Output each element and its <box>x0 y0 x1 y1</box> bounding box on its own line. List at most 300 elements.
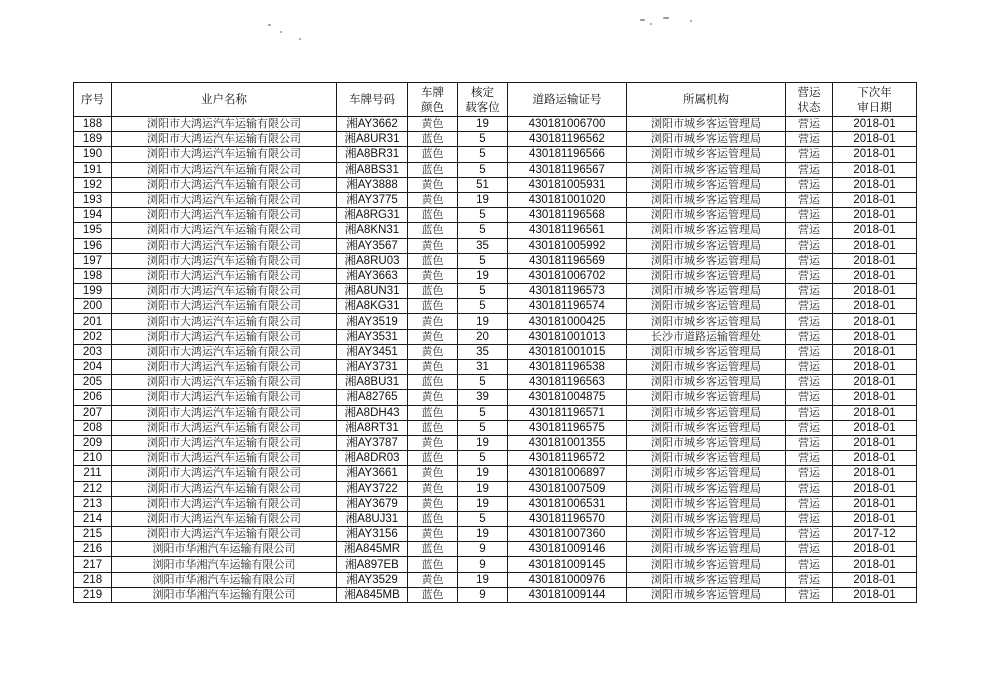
cell-permit: 430181006897 <box>508 466 627 481</box>
cell-authority: 浏阳市城乡客运管理局 <box>627 542 786 557</box>
cell-seq: 202 <box>74 329 112 344</box>
cell-status: 营运 <box>786 496 833 511</box>
table-row <box>74 542 917 557</box>
cell-seats: 19 <box>458 527 508 542</box>
cell-permit: 430181000976 <box>508 572 627 587</box>
table-row <box>74 360 917 375</box>
cell-owner: 浏阳市大鸿运汽车运输有限公司 <box>112 344 337 359</box>
cell-next-review: 2018-01 <box>833 405 917 420</box>
cell-plate-color: 蓝色 <box>408 511 458 526</box>
cell-seats: 5 <box>458 162 508 177</box>
cell-status: 营运 <box>786 435 833 450</box>
table-header <box>74 83 917 117</box>
cell-seq: 189 <box>74 132 112 147</box>
cell-seats: 5 <box>458 208 508 223</box>
cell-plate: 湘AY3531 <box>337 329 408 344</box>
cell-authority: 浏阳市城乡客运管理局 <box>627 177 786 192</box>
cell-status: 营运 <box>786 527 833 542</box>
cell-seats: 19 <box>458 496 508 511</box>
cell-plate-color: 蓝色 <box>408 420 458 435</box>
cell-seq: 193 <box>74 192 112 207</box>
cell-authority: 浏阳市城乡客运管理局 <box>627 451 786 466</box>
cell-seq: 211 <box>74 466 112 481</box>
cell-plate: 湘AY3662 <box>337 117 408 132</box>
cell-plate: 湘A897EB <box>337 557 408 572</box>
cell-owner: 浏阳市大鸿运汽车运输有限公司 <box>112 268 337 283</box>
cell-permit: 430181196538 <box>508 360 627 375</box>
table-row <box>74 390 917 405</box>
header-seats <box>458 83 508 117</box>
cell-permit: 430181000425 <box>508 314 627 329</box>
cell-authority: 浏阳市城乡客运管理局 <box>627 117 786 132</box>
header-plate-label: 车牌号码 <box>349 92 395 106</box>
cell-plate: 湘AY3567 <box>337 238 408 253</box>
cell-status: 营运 <box>786 557 833 572</box>
table-row <box>74 496 917 511</box>
header-owner <box>112 83 337 117</box>
table-row <box>74 527 917 542</box>
cell-plate: 湘A8RU03 <box>337 253 408 268</box>
cell-authority: 浏阳市城乡客运管理局 <box>627 481 786 496</box>
cell-seq: 204 <box>74 360 112 375</box>
cell-status: 营运 <box>786 299 833 314</box>
cell-permit: 430181196563 <box>508 375 627 390</box>
table-row <box>74 435 917 450</box>
cell-plate: 湘AY3722 <box>337 481 408 496</box>
cell-seats: 19 <box>458 192 508 207</box>
cell-owner: 浏阳市大鸿运汽车运输有限公司 <box>112 208 337 223</box>
cell-seats: 39 <box>458 390 508 405</box>
cell-authority: 浏阳市城乡客运管理局 <box>627 527 786 542</box>
cell-plate-color: 黄色 <box>408 435 458 450</box>
cell-plate: 湘A8KG31 <box>337 299 408 314</box>
cell-plate-color: 蓝色 <box>408 405 458 420</box>
cell-next-review: 2018-01 <box>833 314 917 329</box>
cell-authority: 浏阳市城乡客运管理局 <box>627 587 786 602</box>
cell-permit: 430181196567 <box>508 162 627 177</box>
cell-owner: 浏阳市大鸿运汽车运输有限公司 <box>112 299 337 314</box>
cell-owner: 浏阳市大鸿运汽车运输有限公司 <box>112 390 337 405</box>
cell-plate: 湘A845MB <box>337 587 408 602</box>
table-row <box>74 284 917 299</box>
cell-seq: 194 <box>74 208 112 223</box>
cell-plate: 湘AY3156 <box>337 527 408 542</box>
table-row <box>74 162 917 177</box>
cell-permit: 430181001355 <box>508 435 627 450</box>
cell-seq: 199 <box>74 284 112 299</box>
cell-seq: 188 <box>74 117 112 132</box>
cell-next-review: 2018-01 <box>833 177 917 192</box>
cell-plate: 湘A8DR03 <box>337 451 408 466</box>
cell-owner: 浏阳市大鸿运汽车运输有限公司 <box>112 375 337 390</box>
header-seq <box>74 83 112 117</box>
cell-owner: 浏阳市大鸿运汽车运输有限公司 <box>112 238 337 253</box>
cell-permit: 430181005931 <box>508 177 627 192</box>
cell-next-review: 2018-01 <box>833 466 917 481</box>
cell-status: 营运 <box>786 223 833 238</box>
cell-seats: 5 <box>458 132 508 147</box>
scan-speck <box>268 24 271 26</box>
cell-status: 营运 <box>786 587 833 602</box>
cell-seq: 195 <box>74 223 112 238</box>
cell-plate-color: 黄色 <box>408 344 458 359</box>
cell-next-review: 2018-01 <box>833 284 917 299</box>
cell-seats: 19 <box>458 268 508 283</box>
cell-permit: 430181196572 <box>508 451 627 466</box>
cell-permit: 430181196575 <box>508 420 627 435</box>
table-row <box>74 238 917 253</box>
cell-permit: 430181196569 <box>508 253 627 268</box>
cell-plate-color: 蓝色 <box>408 253 458 268</box>
cell-seq: 210 <box>74 451 112 466</box>
cell-plate: 湘AY3775 <box>337 192 408 207</box>
cell-next-review: 2018-01 <box>833 390 917 405</box>
cell-seats: 5 <box>458 405 508 420</box>
cell-plate-color: 蓝色 <box>408 208 458 223</box>
cell-permit: 430181196568 <box>508 208 627 223</box>
cell-authority: 浏阳市城乡客运管理局 <box>627 511 786 526</box>
cell-plate-color: 黄色 <box>408 527 458 542</box>
cell-status: 营运 <box>786 117 833 132</box>
cell-plate: 湘A8UR31 <box>337 132 408 147</box>
cell-plate-color: 黄色 <box>408 177 458 192</box>
cell-permit: 430181196562 <box>508 132 627 147</box>
cell-plate-color: 蓝色 <box>408 587 458 602</box>
cell-status: 营运 <box>786 147 833 162</box>
cell-plate-color: 蓝色 <box>408 542 458 557</box>
cell-owner: 浏阳市大鸿运汽车运输有限公司 <box>112 466 337 481</box>
header-next-review <box>833 83 917 117</box>
cell-status: 营运 <box>786 420 833 435</box>
table-row <box>74 481 917 496</box>
cell-permit: 430181196573 <box>508 284 627 299</box>
cell-owner: 浏阳市华湘汽车运输有限公司 <box>112 557 337 572</box>
table-row <box>74 223 917 238</box>
cell-plate: 湘AY3661 <box>337 466 408 481</box>
header-authority <box>627 83 786 117</box>
cell-seq: 207 <box>74 405 112 420</box>
cell-next-review: 2018-01 <box>833 481 917 496</box>
header-seats-line2: 载客位 <box>465 99 500 114</box>
cell-authority: 浏阳市城乡客运管理局 <box>627 314 786 329</box>
cell-plate: 湘AY3679 <box>337 496 408 511</box>
table-row <box>74 208 917 223</box>
cell-next-review: 2018-01 <box>833 587 917 602</box>
cell-authority: 浏阳市城乡客运管理局 <box>627 132 786 147</box>
cell-seats: 19 <box>458 435 508 450</box>
cell-authority: 浏阳市城乡客运管理局 <box>627 299 786 314</box>
cell-authority: 浏阳市城乡客运管理局 <box>627 572 786 587</box>
cell-seats: 5 <box>458 253 508 268</box>
scan-speck <box>663 17 669 19</box>
cell-plate: 湘AY3731 <box>337 360 408 375</box>
cell-status: 营运 <box>786 481 833 496</box>
cell-plate: 湘AY3663 <box>337 268 408 283</box>
header-owner-label: 业户名称 <box>201 92 247 106</box>
cell-permit: 430181001013 <box>508 329 627 344</box>
table-row <box>74 375 917 390</box>
cell-next-review: 2018-01 <box>833 542 917 557</box>
cell-seq: 206 <box>74 390 112 405</box>
cell-seq: 218 <box>74 572 112 587</box>
cell-plate: 湘A8BU31 <box>337 375 408 390</box>
table-row <box>74 587 917 602</box>
cell-next-review: 2017-12 <box>833 527 917 542</box>
cell-authority: 浏阳市城乡客运管理局 <box>627 162 786 177</box>
header-plate <box>337 83 408 117</box>
cell-next-review: 2018-01 <box>833 162 917 177</box>
cell-plate: 湘AY3529 <box>337 572 408 587</box>
cell-owner: 浏阳市大鸿运汽车运输有限公司 <box>112 117 337 132</box>
cell-next-review: 2018-01 <box>833 435 917 450</box>
cell-plate-color: 黄色 <box>408 496 458 511</box>
cell-authority: 浏阳市城乡客运管理局 <box>627 253 786 268</box>
cell-seq: 216 <box>74 542 112 557</box>
header-authority-label: 所属机构 <box>683 92 729 106</box>
cell-plate-color: 蓝色 <box>408 451 458 466</box>
table-row <box>74 192 917 207</box>
cell-seats: 5 <box>458 375 508 390</box>
cell-permit: 430181007509 <box>508 481 627 496</box>
cell-owner: 浏阳市大鸿运汽车运输有限公司 <box>112 511 337 526</box>
table-row <box>74 329 917 344</box>
cell-seats: 5 <box>458 420 508 435</box>
cell-owner: 浏阳市华湘汽车运输有限公司 <box>112 572 337 587</box>
cell-owner: 浏阳市大鸿运汽车运输有限公司 <box>112 435 337 450</box>
cell-plate: 湘A8BR31 <box>337 147 408 162</box>
header-permit <box>508 83 627 117</box>
table-row <box>74 344 917 359</box>
cell-status: 营运 <box>786 451 833 466</box>
header-next-review-line2: 审日期 <box>857 99 892 114</box>
cell-seats: 5 <box>458 511 508 526</box>
cell-status: 营运 <box>786 208 833 223</box>
cell-plate-color: 蓝色 <box>408 147 458 162</box>
cell-permit: 430181005992 <box>508 238 627 253</box>
cell-status: 营运 <box>786 284 833 299</box>
cell-permit: 430181006700 <box>508 117 627 132</box>
table-body <box>74 117 917 603</box>
cell-permit: 430181001020 <box>508 192 627 207</box>
cell-seats: 9 <box>458 587 508 602</box>
cell-status: 营运 <box>786 132 833 147</box>
cell-permit: 430181009144 <box>508 587 627 602</box>
cell-authority: 浏阳市城乡客运管理局 <box>627 557 786 572</box>
cell-seats: 35 <box>458 344 508 359</box>
cell-owner: 浏阳市大鸿运汽车运输有限公司 <box>112 527 337 542</box>
cell-status: 营运 <box>786 268 833 283</box>
cell-plate-color: 黄色 <box>408 390 458 405</box>
cell-seq: 213 <box>74 496 112 511</box>
cell-owner: 浏阳市大鸿运汽车运输有限公司 <box>112 314 337 329</box>
cell-owner: 浏阳市大鸿运汽车运输有限公司 <box>112 147 337 162</box>
cell-authority: 浏阳市城乡客运管理局 <box>627 496 786 511</box>
cell-permit: 430181196566 <box>508 147 627 162</box>
cell-seq: 192 <box>74 177 112 192</box>
table-row <box>74 117 917 132</box>
cell-next-review: 2018-01 <box>833 253 917 268</box>
cell-next-review: 2018-01 <box>833 360 917 375</box>
cell-plate: 湘A82765 <box>337 390 408 405</box>
cell-next-review: 2018-01 <box>833 268 917 283</box>
cell-plate-color: 黄色 <box>408 360 458 375</box>
cell-seats: 19 <box>458 481 508 496</box>
table-row <box>74 511 917 526</box>
cell-plate: 湘AY3519 <box>337 314 408 329</box>
cell-seq: 201 <box>74 314 112 329</box>
cell-owner: 浏阳市大鸿运汽车运输有限公司 <box>112 481 337 496</box>
cell-next-review: 2018-01 <box>833 132 917 147</box>
table-row <box>74 572 917 587</box>
cell-authority: 浏阳市城乡客运管理局 <box>627 344 786 359</box>
cell-plate-color: 黄色 <box>408 268 458 283</box>
cell-status: 营运 <box>786 162 833 177</box>
table-row <box>74 147 917 162</box>
cell-status: 营运 <box>786 238 833 253</box>
header-status-line2: 状态 <box>797 99 821 114</box>
cell-next-review: 2018-01 <box>833 375 917 390</box>
header-status <box>786 83 833 117</box>
cell-plate: 湘A8RG31 <box>337 208 408 223</box>
cell-plate-color: 黄色 <box>408 238 458 253</box>
scan-speck <box>280 31 282 33</box>
cell-seq: 208 <box>74 420 112 435</box>
cell-owner: 浏阳市大鸿运汽车运输有限公司 <box>112 420 337 435</box>
cell-plate-color: 蓝色 <box>408 223 458 238</box>
cell-seats: 5 <box>458 451 508 466</box>
cell-plate-color: 黄色 <box>408 466 458 481</box>
cell-authority: 浏阳市城乡客运管理局 <box>627 268 786 283</box>
cell-plate: 湘A8RT31 <box>337 420 408 435</box>
cell-plate-color: 黄色 <box>408 572 458 587</box>
table-row <box>74 132 917 147</box>
cell-permit: 430181196570 <box>508 511 627 526</box>
cell-seq: 215 <box>74 527 112 542</box>
table-row <box>74 268 917 283</box>
header-plate-color-line2: 颜色 <box>421 99 444 114</box>
cell-owner: 浏阳市大鸿运汽车运输有限公司 <box>112 177 337 192</box>
cell-seq: 197 <box>74 253 112 268</box>
cell-seats: 51 <box>458 177 508 192</box>
cell-seats: 19 <box>458 572 508 587</box>
cell-plate-color: 蓝色 <box>408 132 458 147</box>
cell-owner: 浏阳市大鸿运汽车运输有限公司 <box>112 253 337 268</box>
cell-owner: 浏阳市大鸿运汽车运输有限公司 <box>112 132 337 147</box>
cell-permit: 430181006531 <box>508 496 627 511</box>
table-row <box>74 405 917 420</box>
cell-owner: 浏阳市大鸿运汽车运输有限公司 <box>112 223 337 238</box>
cell-plate: 湘AY3451 <box>337 344 408 359</box>
cell-seq: 198 <box>74 268 112 283</box>
cell-permit: 430181196561 <box>508 223 627 238</box>
cell-seats: 19 <box>458 466 508 481</box>
cell-permit: 430181196571 <box>508 405 627 420</box>
scan-speck <box>650 23 652 25</box>
cell-permit: 430181009146 <box>508 542 627 557</box>
cell-seq: 200 <box>74 299 112 314</box>
cell-owner: 浏阳市大鸿运汽车运输有限公司 <box>112 284 337 299</box>
cell-owner: 浏阳市大鸿运汽车运输有限公司 <box>112 360 337 375</box>
cell-permit: 430181001015 <box>508 344 627 359</box>
header-row <box>74 83 917 117</box>
cell-plate-color: 蓝色 <box>408 299 458 314</box>
header-seq-label: 序号 <box>81 92 104 106</box>
cell-status: 营运 <box>786 405 833 420</box>
table-row <box>74 253 917 268</box>
cell-seq: 205 <box>74 375 112 390</box>
header-status-line1: 营运 <box>797 84 821 99</box>
cell-seats: 5 <box>458 223 508 238</box>
cell-seq: 219 <box>74 587 112 602</box>
cell-status: 营运 <box>786 390 833 405</box>
cell-seats: 20 <box>458 329 508 344</box>
scan-speck <box>640 19 645 21</box>
cell-seats: 9 <box>458 557 508 572</box>
cell-next-review: 2018-01 <box>833 344 917 359</box>
cell-plate-color: 黄色 <box>408 481 458 496</box>
cell-authority: 浏阳市城乡客运管理局 <box>627 405 786 420</box>
cell-plate: 湘A8KN31 <box>337 223 408 238</box>
cell-plate: 湘A8BS31 <box>337 162 408 177</box>
table-row <box>74 466 917 481</box>
cell-plate-color: 黄色 <box>408 192 458 207</box>
vehicle-roster-table <box>73 82 917 603</box>
cell-seq: 203 <box>74 344 112 359</box>
cell-seq: 190 <box>74 147 112 162</box>
cell-next-review: 2018-01 <box>833 557 917 572</box>
cell-owner: 浏阳市大鸿运汽车运输有限公司 <box>112 405 337 420</box>
cell-status: 营运 <box>786 314 833 329</box>
cell-permit: 430181006702 <box>508 268 627 283</box>
cell-next-review: 2018-01 <box>833 511 917 526</box>
cell-seats: 9 <box>458 542 508 557</box>
cell-seq: 217 <box>74 557 112 572</box>
cell-authority: 浏阳市城乡客运管理局 <box>627 435 786 450</box>
cell-owner: 浏阳市大鸿运汽车运输有限公司 <box>112 329 337 344</box>
cell-status: 营运 <box>786 542 833 557</box>
cell-seats: 35 <box>458 238 508 253</box>
cell-seq: 209 <box>74 435 112 450</box>
cell-authority: 浏阳市城乡客运管理局 <box>627 192 786 207</box>
cell-permit: 430181196574 <box>508 299 627 314</box>
cell-authority: 浏阳市城乡客运管理局 <box>627 466 786 481</box>
cell-next-review: 2018-01 <box>833 223 917 238</box>
cell-status: 营运 <box>786 360 833 375</box>
cell-status: 营运 <box>786 177 833 192</box>
cell-plate: 湘A8DH43 <box>337 405 408 420</box>
cell-status: 营运 <box>786 192 833 207</box>
cell-seats: 31 <box>458 360 508 375</box>
cell-seq: 212 <box>74 481 112 496</box>
cell-next-review: 2018-01 <box>833 208 917 223</box>
cell-owner: 浏阳市大鸿运汽车运输有限公司 <box>112 496 337 511</box>
cell-plate: 湘A8UJ31 <box>337 511 408 526</box>
cell-authority: 浏阳市城乡客运管理局 <box>627 375 786 390</box>
table-row <box>74 420 917 435</box>
cell-next-review: 2018-01 <box>833 299 917 314</box>
header-plate-color-line1: 车牌 <box>421 84 444 99</box>
table-row <box>74 177 917 192</box>
cell-seats: 5 <box>458 299 508 314</box>
scan-speck <box>299 38 301 40</box>
cell-plate-color: 蓝色 <box>408 162 458 177</box>
cell-authority: 浏阳市城乡客运管理局 <box>627 147 786 162</box>
cell-seats: 5 <box>458 284 508 299</box>
scan-speck <box>690 20 692 22</box>
table-row <box>74 557 917 572</box>
cell-next-review: 2018-01 <box>833 496 917 511</box>
cell-owner: 浏阳市华湘汽车运输有限公司 <box>112 542 337 557</box>
